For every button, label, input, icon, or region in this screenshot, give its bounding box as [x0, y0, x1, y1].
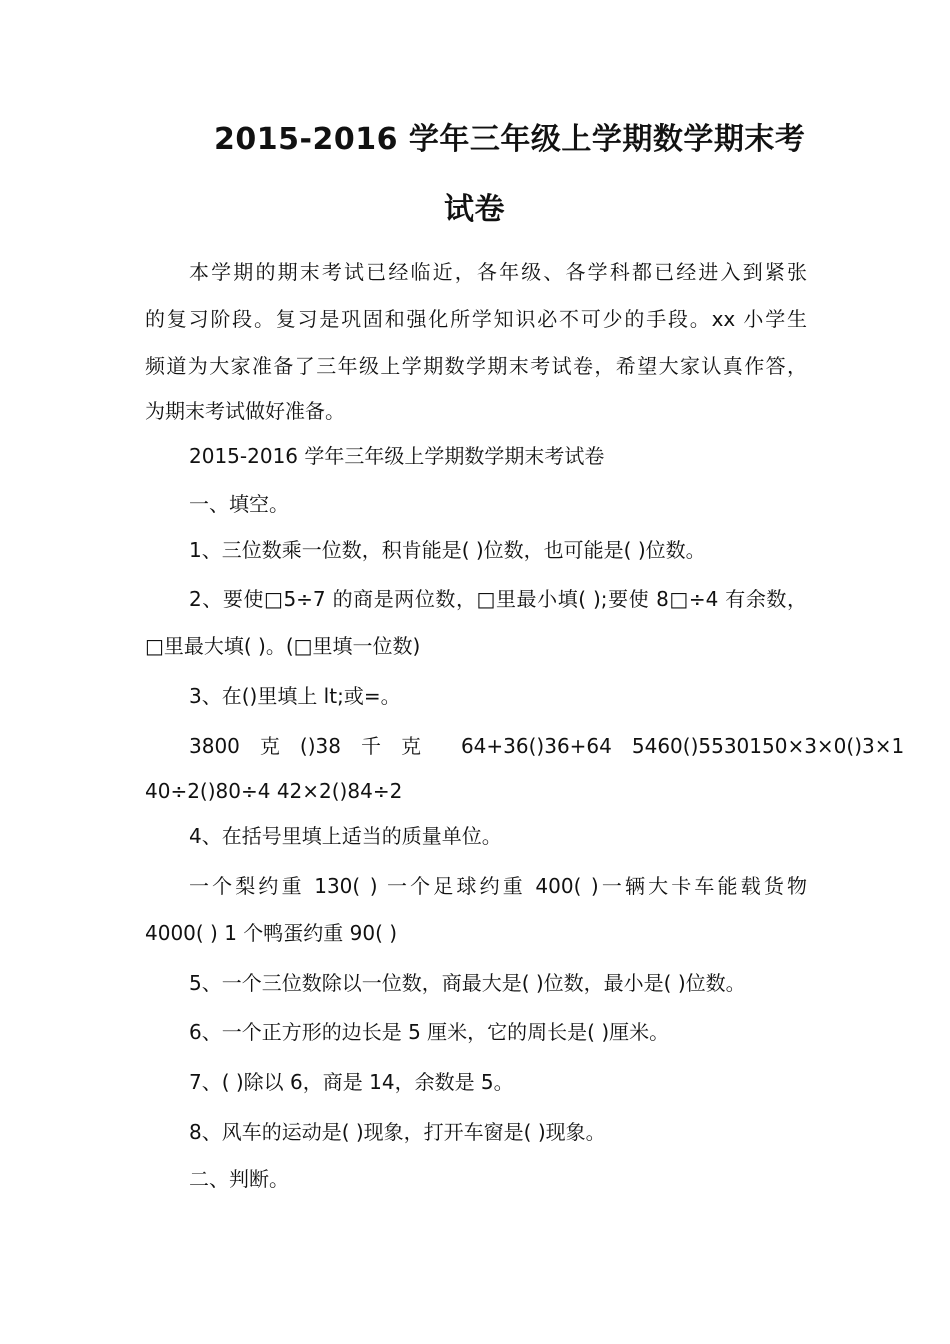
question-line: 6、一个正方形的边长是 5 厘米，它的周长是( )厘米。 — [189, 1020, 670, 1044]
question-line: 4、在括号里填上适当的质量单位。 — [189, 824, 502, 848]
question-line: 7、( )除以 6，商是 14，余数是 5。 — [189, 1070, 514, 1094]
question-line: 2、要使□5÷7 的商是两位数，□里最小填( );要使 8□÷4 有余数， — [189, 587, 807, 611]
intro-paragraph-line: 的复习阶段。复习是巩固和强化所学知识必不可少的手段。xx 小学生 — [145, 307, 807, 331]
question-line: 8、风车的运动是( )现象，打开车窗是( )现象。 — [189, 1120, 606, 1144]
section-heading-fill-blank: 一、填空。 — [189, 492, 289, 516]
section-heading-judgement: 二、判断。 — [189, 1167, 289, 1191]
intro-paragraph-line: 本学期的期末考试已经临近，各年级、各学科都已经进入到紧张 — [189, 260, 807, 284]
intro-paragraph-line: 频道为大家准备了三年级上学期数学期末考试卷，希望大家认真作答， — [145, 354, 807, 378]
question-line: 5、一个三位数除以一位数，商最大是( )位数，最小是( )位数。 — [189, 971, 746, 995]
question-line: 3800 克 ()38 千 克 64+36()36+64 5460()5530150×3×0()3×1 — [189, 734, 905, 758]
question-line: □里最大填( )。(□里填一位数) — [145, 634, 421, 658]
question-line: 3、在()里填上 lt;或=。 — [189, 684, 401, 708]
document-title-line-1: 2015-2016 学年三年级上学期数学期末考 — [214, 122, 806, 157]
question-line: 4000( ) 1 个鸭蛋约重 90( ) — [145, 921, 398, 945]
question-line: 40÷2()80÷4 42×2()84÷2 — [145, 779, 403, 803]
question-line: 1、三位数乘一位数，积肯能是( )位数，也可能是( )位数。 — [189, 538, 706, 562]
question-line: 一个梨约重 130( ) 一个足球约重 400( )一辆大卡车能载货物 — [189, 874, 807, 898]
document-title-line-2: 试卷 — [444, 192, 505, 227]
intro-paragraph-line: 为期末考试做好准备。 — [145, 399, 345, 423]
exam-heading: 2015-2016 学年三年级上学期数学期末考试卷 — [189, 444, 605, 468]
